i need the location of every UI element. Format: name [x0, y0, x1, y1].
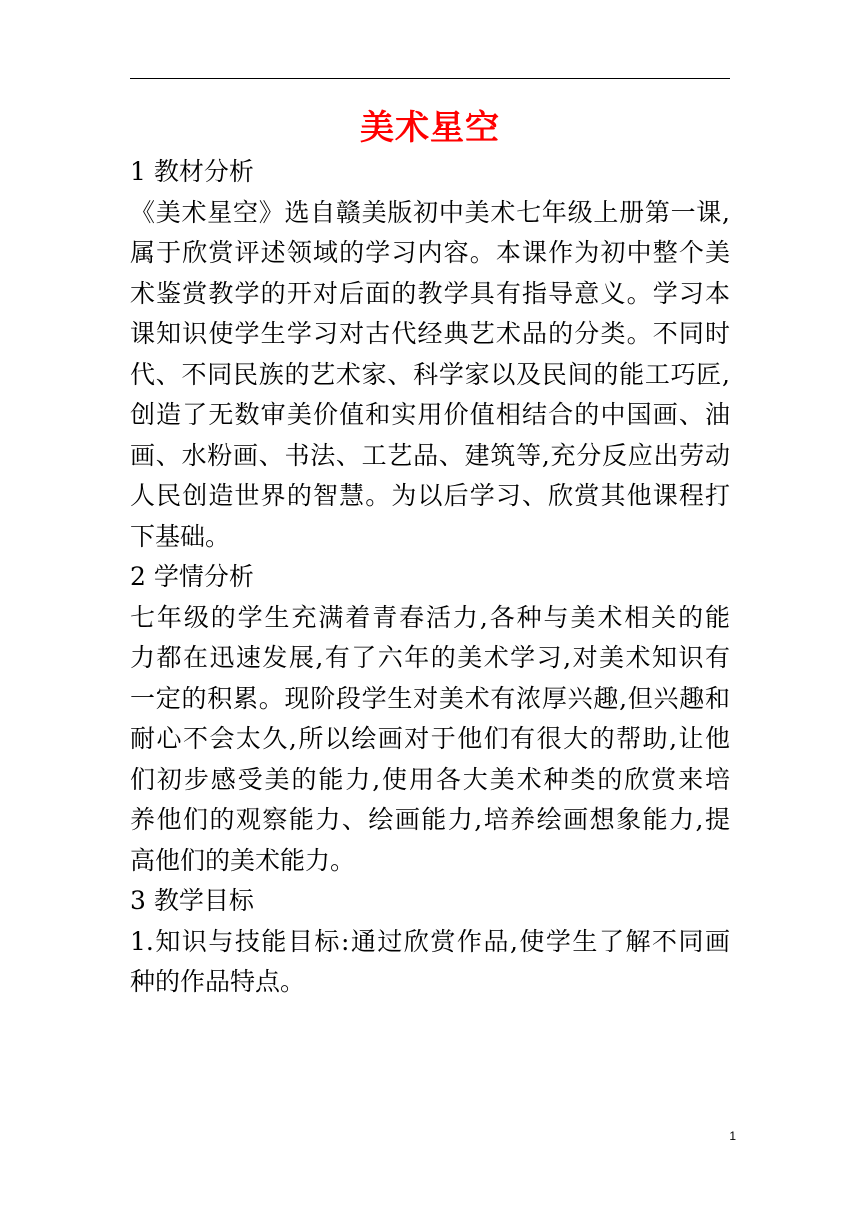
text-line: 画、水粉画、书法、工艺品、建筑等,充分反应出劳动 [130, 440, 730, 470]
text-line: 养他们的观察能力、绘画能力,培养绘画想象能力,提 [130, 805, 730, 834]
text-line: 创造了无数审美价值和实用价值相结合的中国画、油 [130, 400, 730, 429]
text-line: 耐心不会太久,所以绘画对于他们有很大的帮助,让他 [130, 724, 730, 753]
text-line: 3 教学目标 [130, 886, 254, 915]
page-number: 1 [729, 1129, 736, 1143]
text-line: 课知识使学生学习对古代经典艺术品的分类。不同时 [130, 319, 730, 348]
text-line: 力都在迅速发展,有了六年的美术学习,对美术知识有 [130, 643, 730, 672]
text-line: 1 教材分析 [130, 157, 254, 186]
text-line: 种的作品特点。 [130, 967, 306, 996]
text-line: 属于欣赏评述领域的学习内容。本课作为初中整个美 [130, 238, 730, 267]
header-rule [130, 78, 730, 79]
text-line: 七年级的学生充满着青春活力,各种与美术相关的能 [130, 602, 730, 632]
text-line: 代、不同民族的艺术家、科学家以及民间的能工巧匠, [130, 359, 730, 389]
text-line: 术鉴赏教学的开对后面的教学具有指导意义。学习本 [130, 278, 730, 308]
text-line: 们初步感受美的能力,使用各大美术种类的欣赏来培 [130, 764, 730, 794]
document-title: 美术星空 [360, 108, 500, 148]
text-line: 2 学情分析 [130, 562, 254, 591]
text-line: 一定的积累。现阶段学生对美术有浓厚兴趣,但兴趣和 [130, 683, 730, 713]
text-line: 高他们的美术能力。 [130, 845, 356, 875]
text-line: 《美术星空》选自赣美版初中美术七年级上册第一课, [130, 197, 730, 227]
text-line: 下基础。 [130, 521, 231, 551]
document-body [130, 152, 730, 1003]
text-line: 1.知识与技能目标:通过欣赏作品,使学生了解不同画 [130, 926, 730, 956]
text-line: 人民创造世界的智慧。为以后学习、欣赏其他课程打 [130, 481, 730, 510]
